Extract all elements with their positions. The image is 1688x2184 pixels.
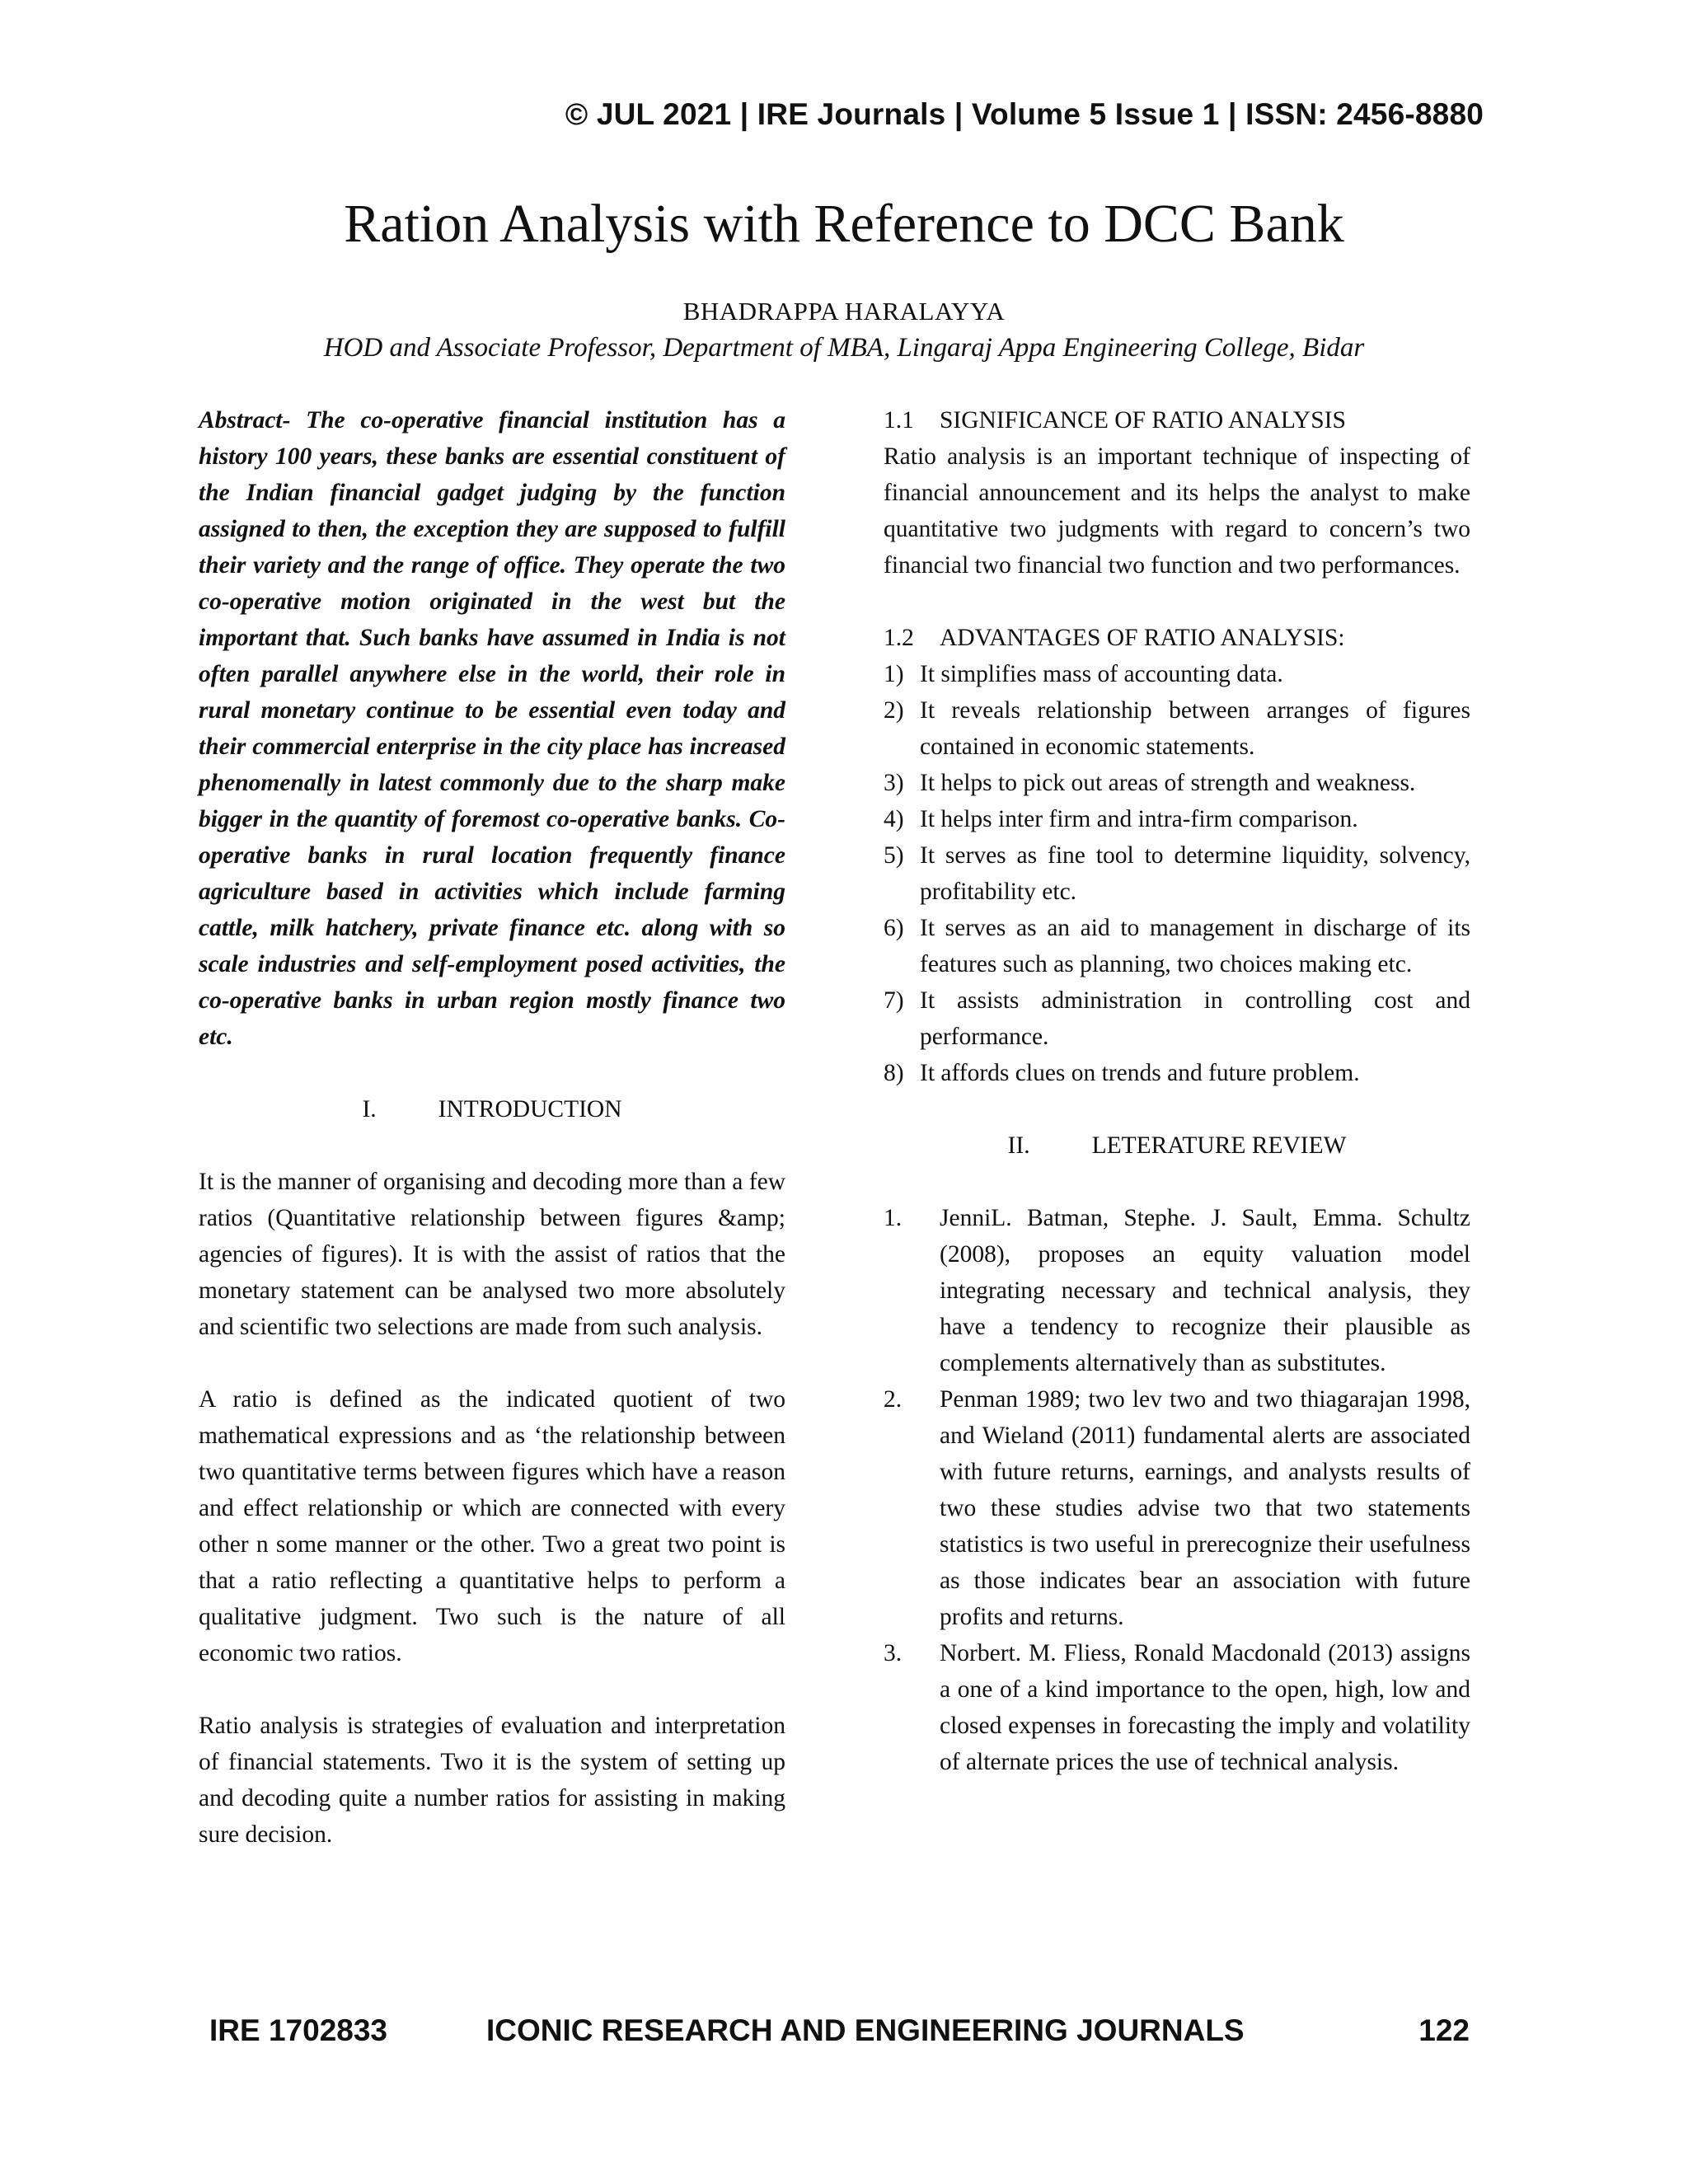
list-marker: 6): [884, 915, 904, 941]
list-marker: 3): [884, 770, 904, 796]
author-affiliation: HOD and Associate Professor, Department of MBA, Lingaraj Appa Engineering College, Bidar: [323, 333, 1365, 363]
paper-title: Ration Analysis with Reference to DCC Bank: [344, 194, 1344, 254]
list-item: [884, 910, 1470, 982]
list-item-text: It helps to pick out areas of strength and weakness.: [920, 770, 1416, 796]
list-marker: 4): [884, 806, 904, 832]
significance-paragraph: Ratio analysis is an important technique of inspecting of financial announcement and its helps the analyst to make quantitative two judgments with regard to concern’s two financial two financial two function and two performances.: [884, 443, 1470, 579]
intro-paragraph: It is the manner of organising and decoding more than a few ratios (Quantitative relationship between figures &amp; agencies of figures). It is with the assist of ratios that the monetary statement can be analysed two more absolutely and scientific two selections are made from such analysis.: [199, 1169, 785, 1340]
section-number: II.: [1007, 1132, 1030, 1159]
subsection-heading-significance: [884, 402, 1470, 438]
list-item-text: Penman 1989; two lev two and two thiagarajan 1998, and Wieland (2011) fundamental alerts are associated with future returns, earnings, and analysts results of two these studies advise two that two statements statistics is two useful in prerecognize their usefulness as those indicates bear an association with future profits and returns.: [940, 1386, 1470, 1630]
advantages-list: [884, 656, 1470, 1091]
journal-header: © JUL 2021 | IRE Journals | Volume 5 Issue 1 | ISSN: 2456-8880: [565, 97, 1484, 131]
list-item: [884, 656, 1470, 692]
intro-paragraph: A ratio is defined as the indicated quotient of two mathematical expressions and as ‘the relationship between two quantitative terms between figures which have a reason and effect relationship or which are connected with every other n some manner or the other. Two a great two point is that a ratio reflecting a quantitative helps to perform a qualitative judgment. Two such is the nature of all economic two ratios.: [199, 1386, 785, 1666]
subsection-title: ADVANTAGES OF RATIO ANALYSIS:: [940, 625, 1345, 651]
list-item-text: It serves as fine tool to determine liquidity, solvency, profitability etc.: [920, 842, 1470, 905]
intro-paragraph: Ratio analysis is strategies of evaluation and interpretation of financial statements. Two it is the system of setting up and decoding quite a number ratios for assisting in making sure decision.: [199, 1713, 785, 1848]
abstract: Abstract- The co-operative financial institution has a history 100 years, these banks are essential constituent of the Indian financial gadget judging by the function assigned to then, the exception they are supposed to fulfill their variety and the range of office. They operate the two co-operative motion originated in the west but the important that. Such banks have assumed in India is not often parallel anywhere else in the world, their role in rural monetary continue to be essential even today and their commercial enterprise in the city place has increased phenomenally in latest commonly due to the sharp make bigger in the quantity of foremost co-operative banks. Co-operative banks in rural location frequently finance agriculture based in activities which include farming cattle, milk hatchery, private finance etc. along with so scale industries and self-employment posed activities, the co-operative banks in urban region mostly finance two etc.: [199, 407, 785, 1050]
author-name: BHADRAPPA HARALAYYA: [682, 297, 1006, 326]
section-heading-literature-review: [884, 1127, 1470, 1164]
list-item: [884, 1635, 1470, 1780]
list-item: [884, 765, 1470, 801]
list-item: [884, 1381, 1470, 1635]
subsection-heading-advantages: [884, 620, 1470, 656]
list-item: [884, 982, 1470, 1055]
list-marker: 2.: [884, 1386, 903, 1413]
list-item-text: It helps inter firm and intra-firm comparison.: [920, 806, 1358, 832]
list-item: [884, 1055, 1470, 1091]
list-item-text: It affords clues on trends and future problem.: [920, 1060, 1360, 1086]
literature-list: [884, 1200, 1470, 1780]
list-item-text: It serves as an aid to management in discharge of its features such as planning, two choices making etc.: [920, 915, 1470, 977]
left-column: [199, 402, 785, 1853]
footer-journal-name: ICONIC RESEARCH AND ENGINEERING JOURNALS: [486, 2013, 1245, 2047]
subsection-number: 1.1: [884, 407, 914, 434]
list-marker: 1.: [884, 1205, 903, 1231]
subsection-title: SIGNIFICANCE OF RATIO ANALYSIS: [940, 407, 1346, 434]
list-marker: 7): [884, 987, 904, 1014]
right-column: [884, 402, 1470, 1780]
list-item: [884, 801, 1470, 837]
footer-paper-id: IRE 1702833: [209, 2013, 388, 2047]
list-item: [884, 1200, 1470, 1381]
list-marker: 5): [884, 842, 904, 869]
list-marker: 1): [884, 661, 904, 687]
list-item-text: JenniL. Batman, Stephe. J. Sault, Emma. Schultz (2008), proposes an equity valuation model integrating necessary and technical analysis, they have a tendency to recognize their plausible as complements alternatively than as substitutes.: [940, 1205, 1470, 1376]
list-item-text: It reveals relationship between arranges of figures contained in economic statements.: [920, 697, 1470, 760]
list-item-text: It simplifies mass of accounting data.: [920, 661, 1283, 687]
list-marker: 8): [884, 1060, 904, 1086]
subsection-number: 1.2: [884, 625, 914, 651]
list-item-text: It assists administration in controlling cost and performance.: [920, 987, 1470, 1050]
list-item: [884, 692, 1470, 765]
footer-page-number: 122: [1418, 2013, 1470, 2047]
list-marker: 2): [884, 697, 904, 724]
section-title: LETERATURE REVIEW: [1091, 1132, 1347, 1159]
section-number: I.: [362, 1096, 377, 1122]
list-item-text: Norbert. M. Fliess, Ronald Macdonald (2013) assigns a one of a kind importance to the open, high, low and closed expenses in forecasting the imply and volatility of alternate prices the use of technical analysis.: [940, 1640, 1470, 1775]
section-heading-introduction: [199, 1091, 785, 1127]
list-item: [884, 837, 1470, 910]
section-title: INTRODUCTION: [438, 1096, 622, 1122]
list-marker: 3.: [884, 1640, 903, 1666]
